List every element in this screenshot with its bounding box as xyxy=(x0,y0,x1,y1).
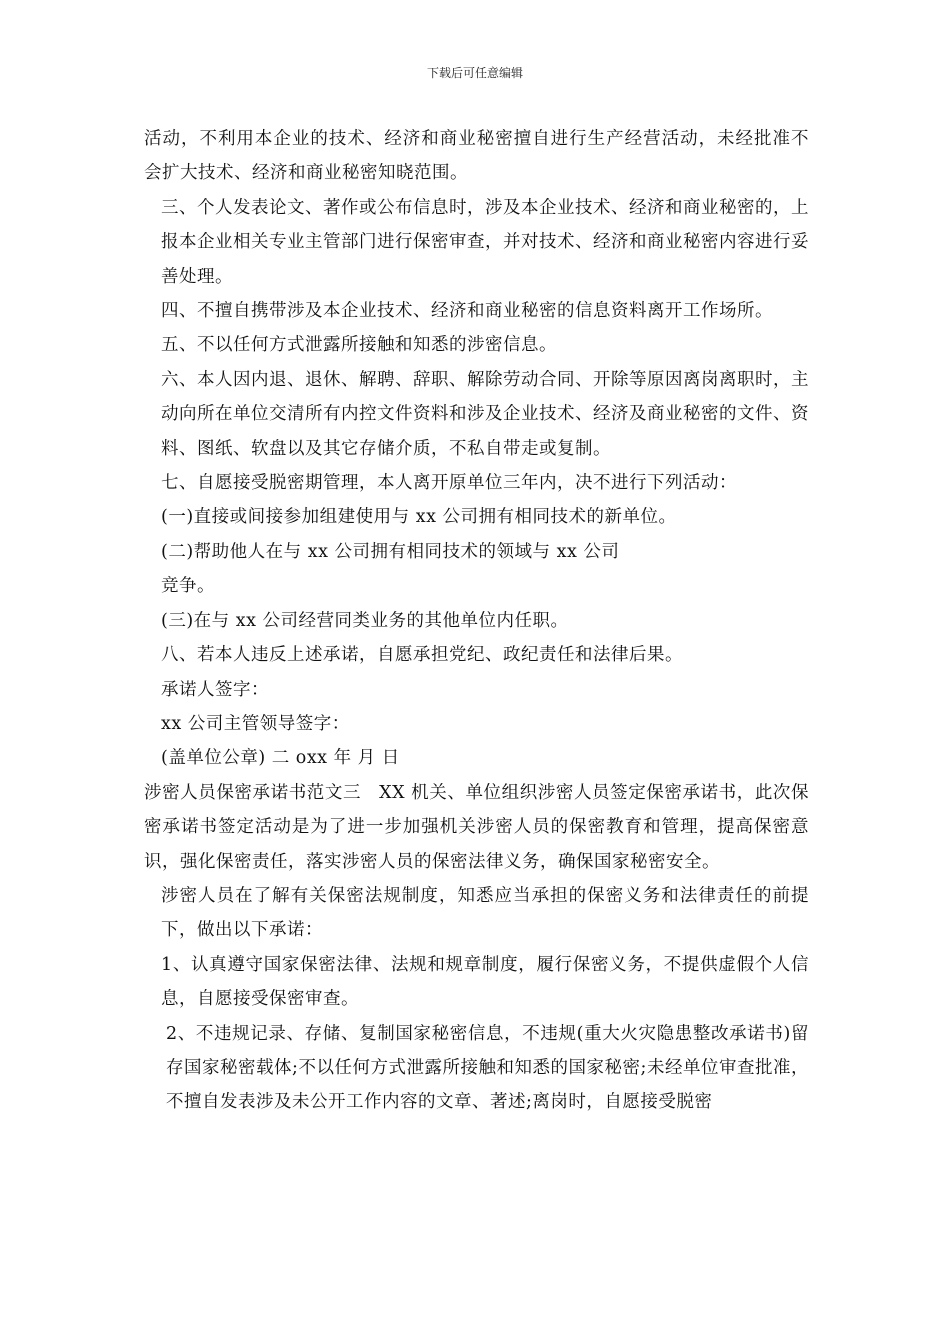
paragraph-sub-2-cont: 竞争。 xyxy=(161,576,215,597)
paragraph-clause-6: 六、本人因内退、退休、解聘、辞职、解除劳动合同、开除等原因离岗离职时，主动向所在单位交清所有内控文件资料和涉及企业技术、经济及商业秘密的文件、资料、图纸、软盘以及其它存储介质，不私自带走或复制。 xyxy=(161,369,809,459)
paragraph-sample-3-intro: 涉密人员保密承诺书范文三 XX 机关、单位组织涉密人员签定保密承诺书，此次保密承诺书签定活动是为了进一步加强机关涉密人员的保密教育和管理，提高保密意识，强化保密责任，落实涉密人员的保密法律义务，确保国家秘密安全。 xyxy=(144,782,809,872)
paragraph-clause-5: 五、不以任何方式泄露所接触和知悉的涉密信息。 xyxy=(161,335,557,356)
document-body xyxy=(144,122,809,1120)
paragraph-clause-7: 七、自愿接受脱密期管理，本人离开原单位三年内，决不进行下列活动： xyxy=(161,473,737,494)
paragraph-premise: 涉密人员在了解有关保密法规制度，知悉应当承担的保密义务和法律责任的前提下，做出以下承诺： xyxy=(161,885,809,941)
paragraph-item-1: 1、认真遵守国家保密法律、法规和规章制度，履行保密义务，不提供虚假个人信息，自愿接受保密审查。 xyxy=(161,954,809,1010)
paragraph-clause-4: 四、不擅自携带涉及本企业技术、经济和商业秘密的信息资料离开工作场所。 xyxy=(161,301,773,322)
signature-promisor: 承诺人签字： xyxy=(161,679,269,700)
paragraph-sub-2: (二)帮助他人在与 xx 公司拥有相同技术的领域与 xx 公司 xyxy=(161,541,620,562)
page-header: 下载后可任意编辑 xyxy=(426,66,523,80)
signature-leader: xx 公司主管领导签字： xyxy=(161,713,350,734)
paragraph-item-2: 2、不违规记录、存储、复制国家秘密信息，不违规(重大火灾隐患整改承诺书)留存国家秘密载体;不以任何方式泄露所接触和知悉的国家秘密;未经单位审查批准，不擅自发表涉及未公开工作内容的文章、著述;离岗时，自愿接受脱密 xyxy=(166,1023,809,1113)
paragraph-continuation: 活动，不利用本企业的技术、经济和商业秘密擅自进行生产经营活动，未经批准不会扩大技术、经济和商业秘密知晓范围。 xyxy=(144,129,809,184)
paragraph-sub-3: (三)在与 xx 公司经营同类业务的其他单位内任职。 xyxy=(161,610,569,631)
paragraph-sub-1: (一)直接或间接参加组建使用与 xx 公司拥有相同技术的新单位。 xyxy=(161,507,677,528)
paragraph-clause-8: 八、若本人违反上述承诺，自愿承担党纪、政纪责任和法律后果。 xyxy=(161,645,683,666)
paragraph-clause-3: 三、个人发表论文、著作或公布信息时，涉及本企业技术、经济和商业秘密的，上报本企业相关专业主管部门进行保密审查，并对技术、经济和商业秘密内容进行妥善处理。 xyxy=(161,197,809,287)
seal-date-line: (盖单位公章) 二 oxx 年 月 日 xyxy=(161,748,400,769)
